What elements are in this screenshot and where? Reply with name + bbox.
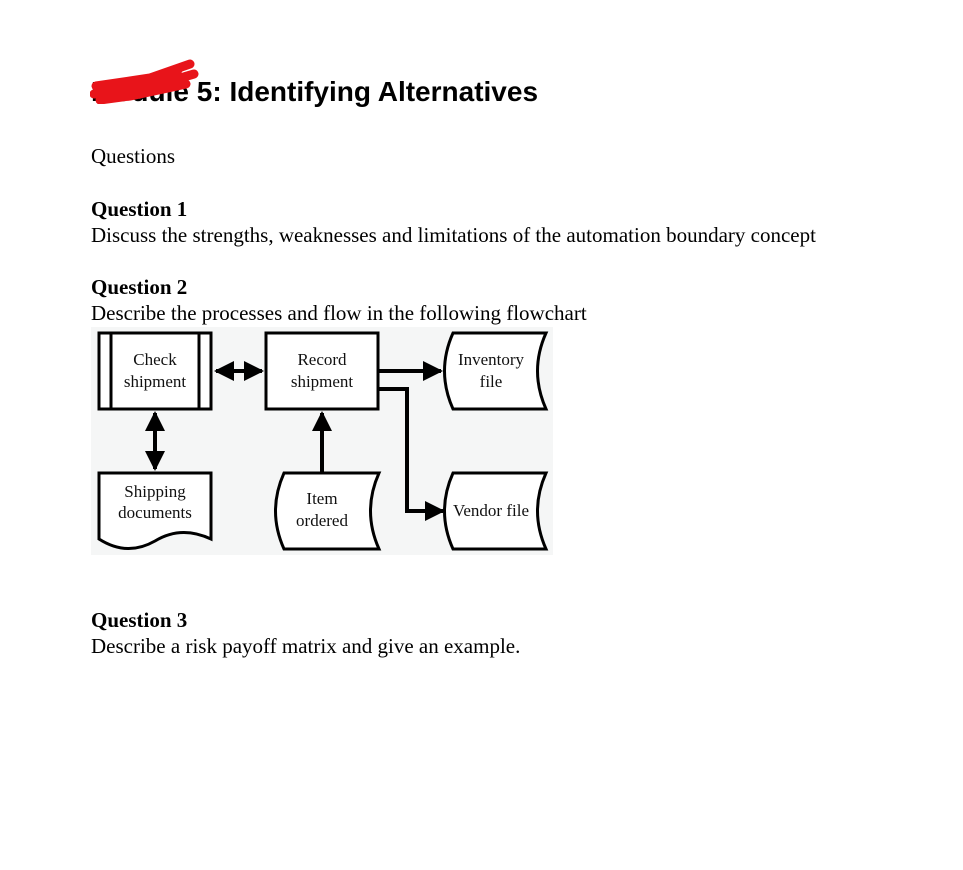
record-shipment-line1: Record <box>297 350 347 369</box>
item-ordered-line2: ordered <box>296 511 348 530</box>
shipping-documents-line2: documents <box>118 503 192 522</box>
vendor-file-shape <box>445 473 547 549</box>
check-shipment-line2: shipment <box>123 372 187 391</box>
record-shipment-line2: shipment <box>290 372 354 391</box>
shipping-documents-line1: Shipping <box>124 482 186 501</box>
inventory-file-shape <box>445 333 547 409</box>
inventory-file-line2: file <box>479 372 503 391</box>
check-shipment-line1: Check <box>133 350 177 369</box>
page-title: Module 5: Identifying Alternatives <box>91 76 539 107</box>
question-3-heading: Question 3 <box>91 608 188 632</box>
question-1-text: Discuss the strengths, weaknesses and limitations of the automation boundary concept <box>91 223 816 247</box>
inventory-file-line1: Inventory <box>457 350 525 369</box>
record-shipment-box <box>266 333 378 409</box>
question-3-text: Describe a risk payoff matrix and give an example. <box>91 634 521 658</box>
item-ordered-line1: Item <box>306 489 338 508</box>
flowchart <box>91 327 553 555</box>
check-shipment-box <box>99 333 211 409</box>
question-1-heading: Question 1 <box>91 197 188 221</box>
item-ordered-shape <box>276 473 380 549</box>
question-2-heading: Question 2 <box>91 275 188 299</box>
redaction-scribble <box>90 56 200 104</box>
section-label: Questions <box>91 144 175 168</box>
question-2-text: Describe the processes and flow in the following flowchart <box>91 301 587 325</box>
vendor-file-label: Vendor file <box>452 501 530 520</box>
